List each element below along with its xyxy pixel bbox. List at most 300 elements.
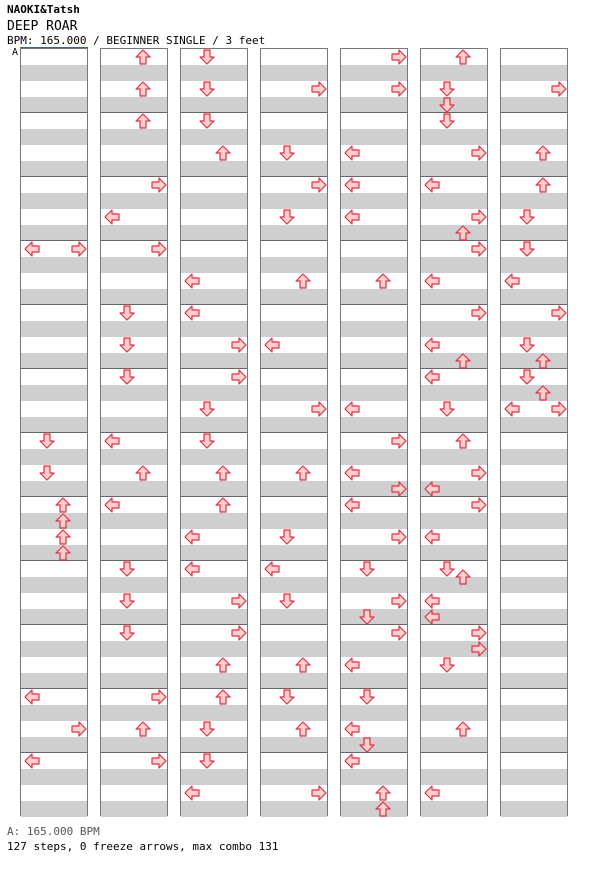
beat-band bbox=[21, 641, 87, 657]
beat-band bbox=[101, 225, 167, 241]
step-arrow-right bbox=[551, 401, 567, 417]
measure-line bbox=[181, 240, 247, 241]
step-arrow-down bbox=[279, 593, 295, 609]
beat-band bbox=[261, 321, 327, 337]
song-title: DEEP ROAR bbox=[7, 19, 78, 34]
beat-band bbox=[421, 225, 487, 241]
beat-band bbox=[341, 769, 407, 785]
beat-band bbox=[181, 289, 247, 305]
measure-line bbox=[501, 176, 567, 177]
step-arrow-up bbox=[215, 465, 231, 481]
beat-band bbox=[21, 705, 87, 721]
beat-band bbox=[181, 737, 247, 753]
step-arrow-left bbox=[264, 561, 280, 577]
beat-band bbox=[261, 673, 327, 689]
beat-band bbox=[421, 289, 487, 305]
measure-line bbox=[261, 304, 327, 305]
beat-band bbox=[501, 769, 567, 785]
beat-band bbox=[421, 577, 487, 593]
step-arrow-up bbox=[535, 145, 551, 161]
beat-band bbox=[261, 161, 327, 177]
step-arrow-right bbox=[71, 241, 87, 257]
beat-band bbox=[421, 417, 487, 433]
step-arrow-right bbox=[311, 81, 327, 97]
beat-band bbox=[101, 609, 167, 625]
beat-band bbox=[501, 737, 567, 753]
beat-band bbox=[501, 257, 567, 273]
beat-band bbox=[181, 545, 247, 561]
step-arrow-left bbox=[184, 561, 200, 577]
beat-band bbox=[101, 481, 167, 497]
beat-band bbox=[101, 705, 167, 721]
beat-band bbox=[501, 385, 567, 401]
measure-line bbox=[341, 112, 407, 113]
measure-line bbox=[21, 304, 87, 305]
beat-band bbox=[261, 65, 327, 81]
beat-band bbox=[261, 385, 327, 401]
step-arrow-right bbox=[311, 401, 327, 417]
chart-info: BPM: 165.000 / BEGINNER SINGLE / 3 feet bbox=[7, 34, 266, 47]
measure-line bbox=[501, 496, 567, 497]
measure-line bbox=[261, 752, 327, 753]
beat-band bbox=[181, 449, 247, 465]
step-arrow-down bbox=[39, 433, 55, 449]
step-arrow-left bbox=[24, 753, 40, 769]
step-arrow-up bbox=[535, 353, 551, 369]
step-arrow-left bbox=[424, 529, 440, 545]
beat-band bbox=[181, 577, 247, 593]
beat-band bbox=[181, 705, 247, 721]
beat-band bbox=[261, 449, 327, 465]
step-arrow-left bbox=[344, 657, 360, 673]
step-arrow-right bbox=[391, 593, 407, 609]
beat-band bbox=[181, 609, 247, 625]
step-arrow-down bbox=[279, 529, 295, 545]
step-arrow-up bbox=[135, 49, 151, 65]
beat-band bbox=[341, 321, 407, 337]
measure-line bbox=[21, 496, 87, 497]
step-arrow-down bbox=[119, 369, 135, 385]
measure-line bbox=[341, 304, 407, 305]
step-arrow-down bbox=[439, 401, 455, 417]
beat-band bbox=[501, 321, 567, 337]
measure-line bbox=[261, 496, 327, 497]
beat-band bbox=[261, 257, 327, 273]
beat-band bbox=[501, 289, 567, 305]
step-arrow-down bbox=[439, 97, 455, 113]
beat-band bbox=[101, 385, 167, 401]
step-arrow-up bbox=[455, 49, 471, 65]
beat-band bbox=[181, 481, 247, 497]
step-arrow-down bbox=[359, 737, 375, 753]
beat-band bbox=[101, 161, 167, 177]
step-arrow-up bbox=[55, 545, 71, 561]
artist-name: NAOKI&Tatsh bbox=[7, 3, 80, 16]
beat-band bbox=[501, 225, 567, 241]
step-arrow-up bbox=[535, 385, 551, 401]
beat-band bbox=[341, 673, 407, 689]
chart-column bbox=[20, 48, 88, 816]
beat-band bbox=[341, 289, 407, 305]
step-arrow-left bbox=[184, 529, 200, 545]
step-arrow-down bbox=[519, 337, 535, 353]
measure-line bbox=[21, 368, 87, 369]
beat-band bbox=[341, 65, 407, 81]
step-arrow-up bbox=[295, 273, 311, 289]
step-arrow-right bbox=[151, 753, 167, 769]
beat-band bbox=[101, 129, 167, 145]
bpm-legend: A: 165.000 BPM bbox=[7, 825, 100, 838]
beat-band bbox=[101, 353, 167, 369]
beat-band bbox=[181, 257, 247, 273]
step-arrow-right bbox=[391, 625, 407, 641]
beat-band bbox=[181, 129, 247, 145]
step-arrow-up bbox=[455, 433, 471, 449]
beat-band bbox=[501, 609, 567, 625]
step-arrow-down bbox=[359, 561, 375, 577]
step-arrow-up bbox=[455, 353, 471, 369]
beat-band bbox=[21, 129, 87, 145]
beat-band bbox=[261, 225, 327, 241]
step-arrow-up bbox=[455, 569, 471, 585]
measure-line bbox=[21, 176, 87, 177]
beat-band bbox=[261, 641, 327, 657]
beat-band bbox=[21, 545, 87, 561]
beat-band bbox=[421, 321, 487, 337]
beat-band bbox=[341, 513, 407, 529]
beat-band bbox=[421, 545, 487, 561]
beat-band bbox=[181, 225, 247, 241]
step-arrow-down bbox=[519, 241, 535, 257]
step-arrow-left bbox=[344, 497, 360, 513]
step-arrow-down bbox=[199, 433, 215, 449]
chart-column bbox=[500, 48, 568, 816]
beat-band bbox=[341, 225, 407, 241]
step-arrow-down bbox=[439, 81, 455, 97]
step-arrow-down bbox=[119, 625, 135, 641]
step-arrow-right bbox=[391, 433, 407, 449]
bpm-marker: A bbox=[12, 47, 19, 58]
beat-band bbox=[181, 65, 247, 81]
chart-column bbox=[420, 48, 488, 816]
measure-line bbox=[501, 432, 567, 433]
beat-band bbox=[21, 193, 87, 209]
step-arrow-down bbox=[279, 689, 295, 705]
beat-band bbox=[261, 609, 327, 625]
beat-band bbox=[181, 769, 247, 785]
step-arrow-right bbox=[551, 305, 567, 321]
step-arrow-up bbox=[215, 497, 231, 513]
measure-line bbox=[21, 560, 87, 561]
step-arrow-right bbox=[151, 689, 167, 705]
beat-band bbox=[21, 577, 87, 593]
beat-band bbox=[341, 193, 407, 209]
beat-band bbox=[21, 769, 87, 785]
beat-band bbox=[501, 129, 567, 145]
step-arrow-down bbox=[359, 689, 375, 705]
step-arrow-down bbox=[199, 401, 215, 417]
step-arrow-right bbox=[471, 241, 487, 257]
beat-band bbox=[261, 481, 327, 497]
beat-band bbox=[341, 129, 407, 145]
measure-line bbox=[261, 112, 327, 113]
chart-column bbox=[260, 48, 328, 816]
step-arrow-left bbox=[344, 721, 360, 737]
step-arrow-left bbox=[344, 465, 360, 481]
beat-band bbox=[101, 289, 167, 305]
step-arrow-down bbox=[199, 753, 215, 769]
step-arrow-left bbox=[264, 337, 280, 353]
beat-band bbox=[21, 737, 87, 753]
beat-band bbox=[181, 353, 247, 369]
beat-band bbox=[261, 97, 327, 113]
beat-band bbox=[261, 801, 327, 817]
beat-band bbox=[421, 65, 487, 81]
step-arrow-up bbox=[455, 721, 471, 737]
step-arrow-up bbox=[135, 113, 151, 129]
beat-band bbox=[501, 353, 567, 369]
beat-band bbox=[341, 353, 407, 369]
measure-line bbox=[501, 624, 567, 625]
step-arrow-up bbox=[455, 225, 471, 241]
beat-band bbox=[421, 129, 487, 145]
beat-band bbox=[261, 193, 327, 209]
beat-band bbox=[421, 801, 487, 817]
beat-band bbox=[341, 801, 407, 817]
beat-band bbox=[101, 449, 167, 465]
beat-band bbox=[421, 353, 487, 369]
beat-band bbox=[21, 161, 87, 177]
beat-band bbox=[501, 97, 567, 113]
step-arrow-left bbox=[424, 177, 440, 193]
step-arrow-right bbox=[471, 641, 487, 657]
step-arrow-up bbox=[295, 465, 311, 481]
step-arrow-right bbox=[151, 177, 167, 193]
measure-line bbox=[261, 432, 327, 433]
beat-band bbox=[501, 801, 567, 817]
measure-line bbox=[181, 176, 247, 177]
step-arrow-up bbox=[295, 721, 311, 737]
beat-band bbox=[341, 545, 407, 561]
step-arrow-left bbox=[344, 401, 360, 417]
step-arrow-down bbox=[199, 721, 215, 737]
step-arrow-right bbox=[471, 465, 487, 481]
beat-band bbox=[421, 161, 487, 177]
step-arrow-up bbox=[375, 785, 391, 801]
step-arrow-down bbox=[359, 609, 375, 625]
beat-band bbox=[501, 161, 567, 177]
step-arrow-right bbox=[231, 625, 247, 641]
step-arrow-right bbox=[471, 145, 487, 161]
step-arrow-left bbox=[24, 689, 40, 705]
beat-band bbox=[421, 705, 487, 721]
measure-line bbox=[501, 560, 567, 561]
step-arrow-up bbox=[55, 497, 71, 513]
step-arrow-right bbox=[311, 785, 327, 801]
step-arrow-down bbox=[119, 337, 135, 353]
step-arrow-right bbox=[391, 49, 407, 65]
measure-line bbox=[421, 752, 487, 753]
step-arrow-up bbox=[215, 657, 231, 673]
beat-band bbox=[21, 481, 87, 497]
beat-band bbox=[261, 737, 327, 753]
measure-line bbox=[341, 368, 407, 369]
step-arrow-right bbox=[391, 481, 407, 497]
step-arrow-down bbox=[279, 209, 295, 225]
beat-band bbox=[21, 673, 87, 689]
step-arrow-up bbox=[215, 145, 231, 161]
beat-band bbox=[21, 257, 87, 273]
beat-band bbox=[101, 97, 167, 113]
beat-band bbox=[181, 97, 247, 113]
beat-band bbox=[501, 641, 567, 657]
step-arrow-right bbox=[471, 209, 487, 225]
step-arrow-down bbox=[119, 305, 135, 321]
beat-band bbox=[501, 673, 567, 689]
beat-band bbox=[181, 161, 247, 177]
beat-band bbox=[101, 257, 167, 273]
step-arrow-left bbox=[504, 401, 520, 417]
beat-band bbox=[101, 577, 167, 593]
beat-band bbox=[101, 801, 167, 817]
step-arrow-up bbox=[135, 81, 151, 97]
beat-band bbox=[501, 545, 567, 561]
beat-band bbox=[421, 513, 487, 529]
step-arrow-down bbox=[439, 657, 455, 673]
step-arrow-right bbox=[391, 81, 407, 97]
beat-band bbox=[261, 577, 327, 593]
step-arrow-left bbox=[424, 785, 440, 801]
beat-band bbox=[261, 417, 327, 433]
step-arrow-down bbox=[119, 561, 135, 577]
beat-band bbox=[341, 641, 407, 657]
step-arrow-down bbox=[519, 369, 535, 385]
step-arrow-left bbox=[24, 241, 40, 257]
measure-line bbox=[501, 752, 567, 753]
beat-band bbox=[21, 513, 87, 529]
beat-band bbox=[501, 481, 567, 497]
beat-band bbox=[181, 321, 247, 337]
step-arrow-left bbox=[344, 177, 360, 193]
step-arrow-left bbox=[344, 753, 360, 769]
beat-band bbox=[101, 321, 167, 337]
beat-band bbox=[21, 609, 87, 625]
beat-band bbox=[181, 801, 247, 817]
step-arrow-left bbox=[104, 433, 120, 449]
chart-column bbox=[340, 48, 408, 816]
beat-band bbox=[21, 385, 87, 401]
measure-line bbox=[21, 112, 87, 113]
beat-band bbox=[261, 129, 327, 145]
step-arrow-left bbox=[424, 273, 440, 289]
step-arrow-down bbox=[119, 593, 135, 609]
step-arrow-right bbox=[231, 337, 247, 353]
beat-band bbox=[341, 449, 407, 465]
beat-band bbox=[261, 289, 327, 305]
beat-band bbox=[261, 705, 327, 721]
beat-band bbox=[181, 193, 247, 209]
beat-band bbox=[501, 65, 567, 81]
step-arrow-left bbox=[424, 609, 440, 625]
step-arrow-left bbox=[184, 785, 200, 801]
step-arrow-up bbox=[55, 513, 71, 529]
beat-band bbox=[101, 417, 167, 433]
step-arrow-right bbox=[391, 529, 407, 545]
step-arrow-right bbox=[551, 81, 567, 97]
measure-line bbox=[261, 624, 327, 625]
step-arrow-up bbox=[55, 529, 71, 545]
step-arrow-down bbox=[199, 49, 215, 65]
beat-band bbox=[341, 161, 407, 177]
measure-line bbox=[421, 432, 487, 433]
step-arrow-down bbox=[519, 209, 535, 225]
step-arrow-down bbox=[439, 113, 455, 129]
beat-band bbox=[421, 673, 487, 689]
beat-band bbox=[501, 193, 567, 209]
beat-band bbox=[421, 769, 487, 785]
beat-band bbox=[21, 801, 87, 817]
beat-band bbox=[421, 385, 487, 401]
step-arrow-down bbox=[199, 81, 215, 97]
measure-line bbox=[261, 368, 327, 369]
measure-line bbox=[181, 496, 247, 497]
measure-line bbox=[261, 240, 327, 241]
beat-band bbox=[101, 673, 167, 689]
beat-band bbox=[501, 513, 567, 529]
beat-band bbox=[21, 225, 87, 241]
step-arrow-right bbox=[471, 305, 487, 321]
measure-line bbox=[21, 624, 87, 625]
beat-band bbox=[421, 257, 487, 273]
beat-band bbox=[421, 449, 487, 465]
step-arrow-left bbox=[104, 497, 120, 513]
step-arrow-up bbox=[535, 177, 551, 193]
step-arrow-down bbox=[439, 561, 455, 577]
chart-column bbox=[180, 48, 248, 816]
step-arrow-up bbox=[295, 657, 311, 673]
step-arrow-left bbox=[504, 273, 520, 289]
beat-band bbox=[501, 417, 567, 433]
step-arrow-right bbox=[311, 177, 327, 193]
step-arrow-left bbox=[184, 273, 200, 289]
beat-band bbox=[21, 353, 87, 369]
beat-band bbox=[421, 193, 487, 209]
step-stats: 127 steps, 0 freeze arrows, max combo 131 bbox=[7, 840, 279, 853]
beat-band bbox=[101, 513, 167, 529]
step-arrow-right bbox=[151, 241, 167, 257]
step-arrow-up bbox=[135, 465, 151, 481]
step-arrow-down bbox=[279, 145, 295, 161]
beat-band bbox=[101, 65, 167, 81]
step-arrow-left bbox=[344, 145, 360, 161]
step-arrow-right bbox=[71, 721, 87, 737]
step-arrow-right bbox=[231, 369, 247, 385]
beat-band bbox=[341, 705, 407, 721]
beat-band bbox=[21, 65, 87, 81]
beat-band bbox=[341, 417, 407, 433]
beat-band bbox=[21, 417, 87, 433]
beat-band bbox=[341, 385, 407, 401]
step-arrow-up bbox=[135, 721, 151, 737]
beat-band bbox=[101, 193, 167, 209]
beat-band bbox=[101, 769, 167, 785]
measure-line bbox=[181, 688, 247, 689]
step-arrow-left bbox=[424, 481, 440, 497]
step-arrow-left bbox=[424, 593, 440, 609]
beat-band bbox=[21, 321, 87, 337]
beat-band bbox=[341, 577, 407, 593]
step-arrow-right bbox=[471, 625, 487, 641]
